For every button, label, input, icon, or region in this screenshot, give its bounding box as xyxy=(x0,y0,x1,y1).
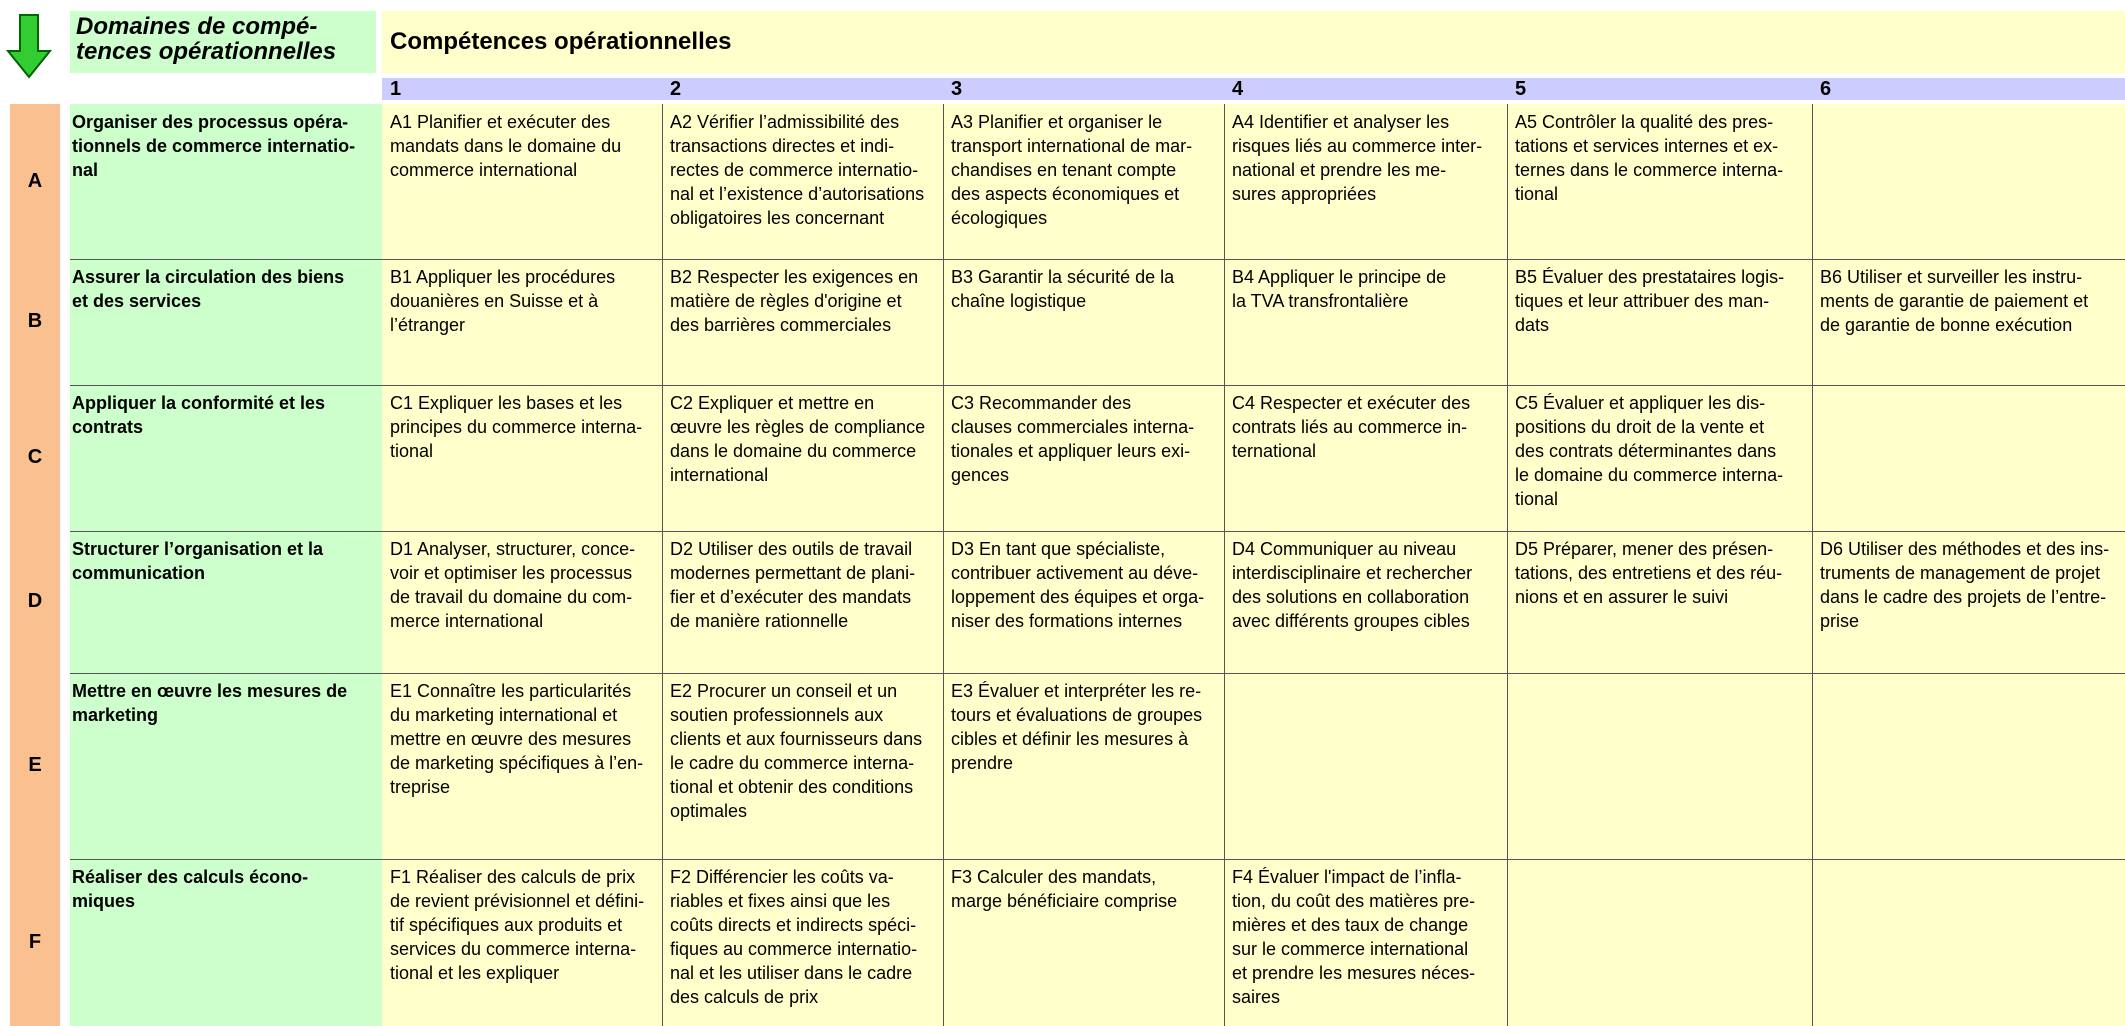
competence-cell: B3 Garantir la sécurité de la chaîne logistique xyxy=(943,259,1224,385)
competence-cell: D5 Préparer, mener des présen- tations, des entretiens et des réu- nions et en assurer le suivi xyxy=(1507,531,1812,673)
competence-cell xyxy=(1507,859,1812,1026)
competence-cell xyxy=(1224,673,1507,859)
competence-cell: A4 Identifier et analyser les risques liés au commerce inter- national et prendre les me- sures appropriées xyxy=(1224,104,1507,259)
grid-horizontal-line xyxy=(70,385,2125,386)
competence-cell: A2 Vérifier l’admissibilité des transactions directes et indi- rectes de commerce internatio- nal et l’existence d’autorisations obligatoires les concernant xyxy=(662,104,943,259)
competence-cell xyxy=(1812,859,2125,1026)
competence-cell: F2 Différencier les coûts va- riables et fixes ainsi que les coûts directs et indirects spéci- fiques au commerce internatio- nal et les utiliser dans le cadre des calculs de prix xyxy=(662,859,943,1026)
grid-horizontal-line xyxy=(70,673,2125,674)
row-letter-e: E xyxy=(28,754,42,776)
column-number-2: 2 xyxy=(670,78,682,100)
grid-horizontal-line xyxy=(70,859,2125,860)
competence-cell: B1 Appliquer les procédures douanières en Suisse et à l’étranger xyxy=(382,259,662,385)
row-letter-c: C xyxy=(27,446,43,468)
competence-cell: B2 Respecter les exigences en matière de règles d'origine et des barrières commerciales xyxy=(662,259,943,385)
competence-cell: F4 Évaluer l'impact de l’infla- tion, du coût des matières pre- mières et des taux de change sur le commerce international et prendre les mesures néces- saires xyxy=(1224,859,1507,1026)
competence-cell: B6 Utiliser et surveiller les instru- ments de garantie de paiement et de garantie de bonne exécution xyxy=(1812,259,2125,385)
grid-vertical-line xyxy=(943,104,944,1026)
competence-cell xyxy=(1507,673,1812,859)
domain-cell: Assurer la circulation des biens et des services xyxy=(70,259,382,385)
domain-cell: Réaliser des calculs écono- miques xyxy=(70,859,382,1026)
column-number-row xyxy=(382,78,2125,100)
competences-header-title: Compétences opérationnelles xyxy=(390,28,732,55)
column-number-1: 1 xyxy=(390,78,402,100)
competence-cell: D2 Utiliser des outils de travail modernes permettant de plani- fier et d’exécuter des mandats de manière rationnelle xyxy=(662,531,943,673)
grid-horizontal-line xyxy=(70,531,2125,532)
competence-cell: C2 Expliquer et mettre en œuvre les règles de compliance dans le domaine du commerce international xyxy=(662,385,943,531)
competence-cell: F3 Calculer des mandats, marge bénéficiaire comprise xyxy=(943,859,1224,1026)
competence-cell xyxy=(1812,385,2125,531)
row-letter-band xyxy=(10,104,60,1026)
competence-cell: B4 Appliquer le principe de la TVA transfrontalière xyxy=(1224,259,1507,385)
competence-cell: C5 Évaluer et appliquer les dis- positions du droit de la vente et des contrats déterminantes dans le domaine du commerce interna- tional xyxy=(1507,385,1812,531)
column-number-3: 3 xyxy=(951,78,963,100)
domain-cell: Mettre en œuvre les mesures de marketing xyxy=(70,673,382,859)
domains-header-title: Domaines de compé- tences opérationnelles xyxy=(76,13,337,65)
row-letter-d: D xyxy=(27,590,43,612)
row-letter-b: B xyxy=(27,310,43,332)
competence-cell: E3 Évaluer et interpréter les re- tours et évaluations de groupes cibles et définir les mesures à prendre xyxy=(943,673,1224,859)
grid-vertical-line xyxy=(1507,104,1508,1026)
grid-vertical-line xyxy=(1812,104,1813,1026)
competences-header xyxy=(382,11,2125,73)
column-number-4: 4 xyxy=(1232,78,1244,100)
competence-cell: D6 Utiliser des méthodes et des ins- truments de management de projet dans le cadre des projets de l’entre- prise xyxy=(1812,531,2125,673)
competence-cell xyxy=(1812,104,2125,259)
competence-cell: A3 Planifier et organiser le transport international de mar- chandises en tenant compte des aspects économiques et écologiques xyxy=(943,104,1224,259)
competence-cell: A5 Contrôler la qualité des pres- tations et services internes et ex- ternes dans le commerce interna- tional xyxy=(1507,104,1812,259)
competence-cell: D1 Analyser, structurer, conce- voir et optimiser les processus de travail du domaine du com- merce international xyxy=(382,531,662,673)
column-number-5: 5 xyxy=(1515,78,1527,100)
column-number-6: 6 xyxy=(1820,78,1832,100)
competence-cell: F1 Réaliser des calculs de prix de revient prévisionnel et défini- tif spécifiques aux produits et services du commerce interna- tional et les expliquer xyxy=(382,859,662,1026)
competence-cell: E2 Procurer un conseil et un soutien professionnels aux clients et aux fournisseurs dans le cadre du commerce interna- tional et obtenir des conditions optimales xyxy=(662,673,943,859)
domain-cell: Appliquer la conformité et les contrats xyxy=(70,385,382,531)
competence-cell: D4 Communiquer au niveau interdisciplinaire et rechercher des solutions en collaboration avec différents groupes cibles xyxy=(1224,531,1507,673)
domains-header xyxy=(70,11,376,73)
grid-vertical-line xyxy=(1224,104,1225,1026)
grid-vertical-line xyxy=(662,104,663,1026)
domain-cell: Structurer l’organisation et la communication xyxy=(70,531,382,673)
domain-cell: Organiser des processus opéra- tionnels de commerce internatio- nal xyxy=(70,104,382,259)
row-letter-f: F xyxy=(28,930,42,953)
competence-cell: B5 Évaluer des prestataires logis- tiques et leur attribuer des man- dats xyxy=(1507,259,1812,385)
competence-cell: C4 Respecter et exécuter des contrats liés au commerce in- ternational xyxy=(1224,385,1507,531)
competence-cell: C1 Expliquer les bases et les principes du commerce interna- tional xyxy=(382,385,662,531)
competence-cell: D3 En tant que spécialiste, contribuer activement au déve- loppement des équipes et orga- niser des formations internes xyxy=(943,531,1224,673)
competence-cell: E1 Connaître les particularités du marketing international et mettre en œuvre des mesures de marketing spécifiques à l’en- treprise xyxy=(382,673,662,859)
competence-cell: C3 Recommander des clauses commerciales interna- tionales et appliquer leurs exi- gences xyxy=(943,385,1224,531)
row-letter-a: A xyxy=(27,169,43,192)
competence-cell: A1 Planifier et exécuter des mandats dans le domaine du commerce international xyxy=(382,104,662,259)
competence-cell xyxy=(1812,673,2125,859)
down-arrow-icon xyxy=(6,13,52,79)
grid-horizontal-line xyxy=(70,259,2125,260)
